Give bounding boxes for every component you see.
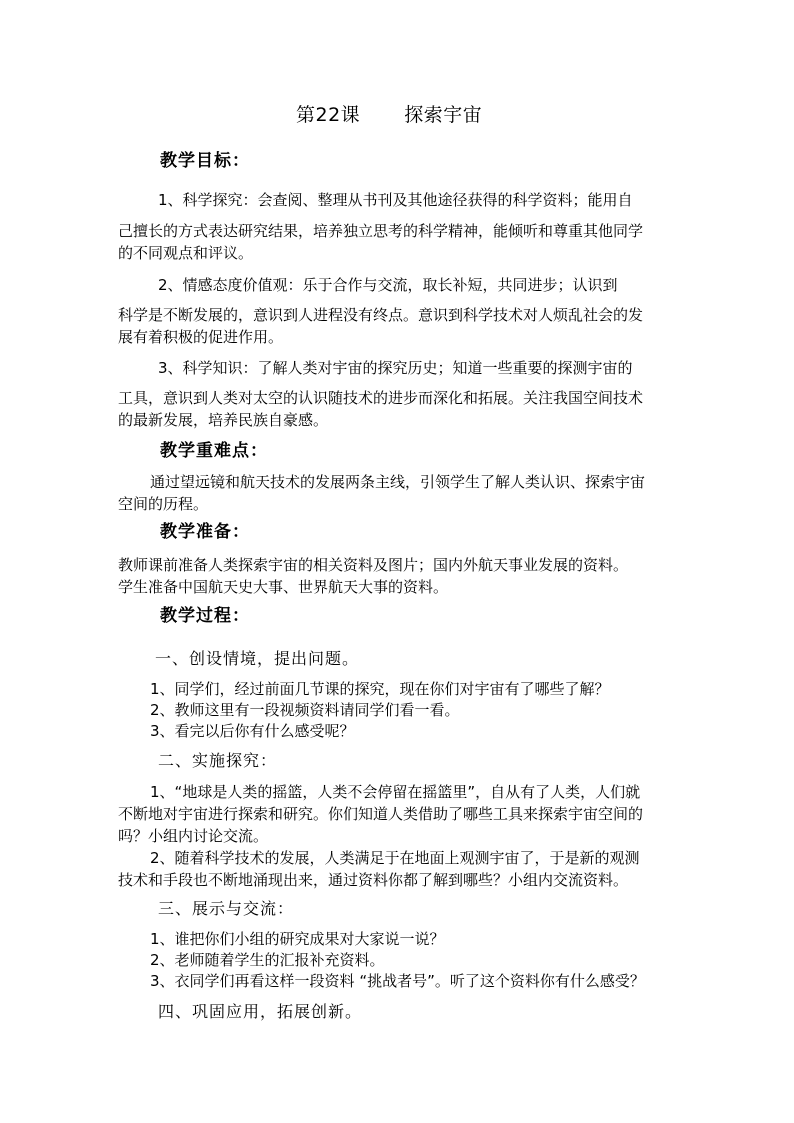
objective-1-line-1: 1、科学探究：会查阅、整理从书刊及其他途径获得的科学资料；能用自	[158, 191, 633, 209]
section-2-para-2-line-1: 2、随着科学技术的发展，人类满足于在地面上观测宇宙了，于是新的观测	[150, 849, 640, 867]
section-2-para-1-line-2: 不断地对宇宙进行探索和研究。你们知道人类借助了哪些工具来探索宇宙空间的	[118, 805, 644, 823]
objective-1-line-3: 的不同观点和评议。	[118, 244, 254, 262]
page-title	[296, 104, 482, 126]
preparation-heading: 教学准备：	[160, 522, 250, 542]
objective-3-line-3: 的最新发展，培养民族自豪感。	[118, 411, 329, 429]
section-1-item-1: 1、同学们，经过前面几节课的探究，现在你们对宇宙有了哪些了解？	[150, 680, 610, 698]
objective-1-line-2: 己擅长的方式表达研究结果，培养独立思考的科学精神，能倾听和尊重其他同学	[118, 222, 644, 240]
section-1-heading: 一、创设情境，提出问题。	[155, 649, 360, 668]
section-2-para-1-line-3: 吗？小组内讨论交流。	[118, 827, 269, 845]
lesson-name: 探索宇宙	[404, 104, 483, 126]
difficulty-heading: 教学重难点：	[160, 441, 268, 461]
section-4-heading: 四、巩固应用，拓展创新。	[158, 1002, 363, 1021]
difficulty-line-1: 通过望远镜和航天技术的发展两条主线，引领学生了解人类认识、探索宇宙	[150, 473, 646, 491]
lesson-number: 第22课	[296, 104, 361, 126]
difficulty-line-2: 空间的历程。	[118, 495, 209, 513]
objectives-heading: 教学目标：	[160, 151, 250, 171]
section-2-para-2-line-2: 技术和手段也不断地涌现出来，通过资料你都了解到哪些？小组内交流资料。	[118, 871, 629, 889]
section-3-item-3: 3、衣同学们再看这样一段资料 “挑战者号”。听了这个资料你有什么感受？	[150, 972, 645, 990]
preparation-line-2: 学生准备中国航天史大事、世界航天大事的资料。	[118, 578, 449, 596]
section-3-item-1: 1、谁把你们小组的研究成果对大家说一说？	[150, 930, 445, 948]
section-2-para-1-line-1: 1、“地球是人类的摇篮，人类不会停留在摇篮里”，自从有了人类，人们就	[150, 783, 641, 801]
objective-3-line-2: 工具，意识到人类对太空的认识随技术的进步而深化和拓展。关注我国空间技术	[118, 389, 644, 407]
section-3-item-2: 2、老师随着学生的汇报补充资料。	[150, 951, 385, 969]
process-heading: 教学过程：	[160, 606, 250, 626]
objective-3-line-1: 3、科学知识：了解人类对宇宙的探究历史；知道一些重要的探测宇宙的	[158, 359, 633, 377]
section-1-item-2: 2、教师这里有一段视频资料请同学们看一看。	[150, 701, 460, 719]
objective-2-line-3: 展有着积极的促进作用。	[118, 328, 284, 346]
section-1-item-3: 3、看完以后你有什么感受呢？	[150, 722, 355, 740]
objective-2-line-2: 科学是不断发展的，意识到人进程没有终点。意识到科学技术对人烦乱社会的发	[118, 306, 644, 324]
section-3-heading: 三、展示与交流：	[158, 899, 295, 918]
preparation-line-1: 教师课前准备人类探索宇宙的相关资料及图片；国内外航天事业发展的资料。	[118, 556, 629, 574]
objective-2-line-1: 2、情感态度价值观：乐于合作与交流，取长补短，共同进步；认识到	[158, 276, 618, 294]
section-2-heading: 二、实施探究：	[158, 751, 278, 770]
